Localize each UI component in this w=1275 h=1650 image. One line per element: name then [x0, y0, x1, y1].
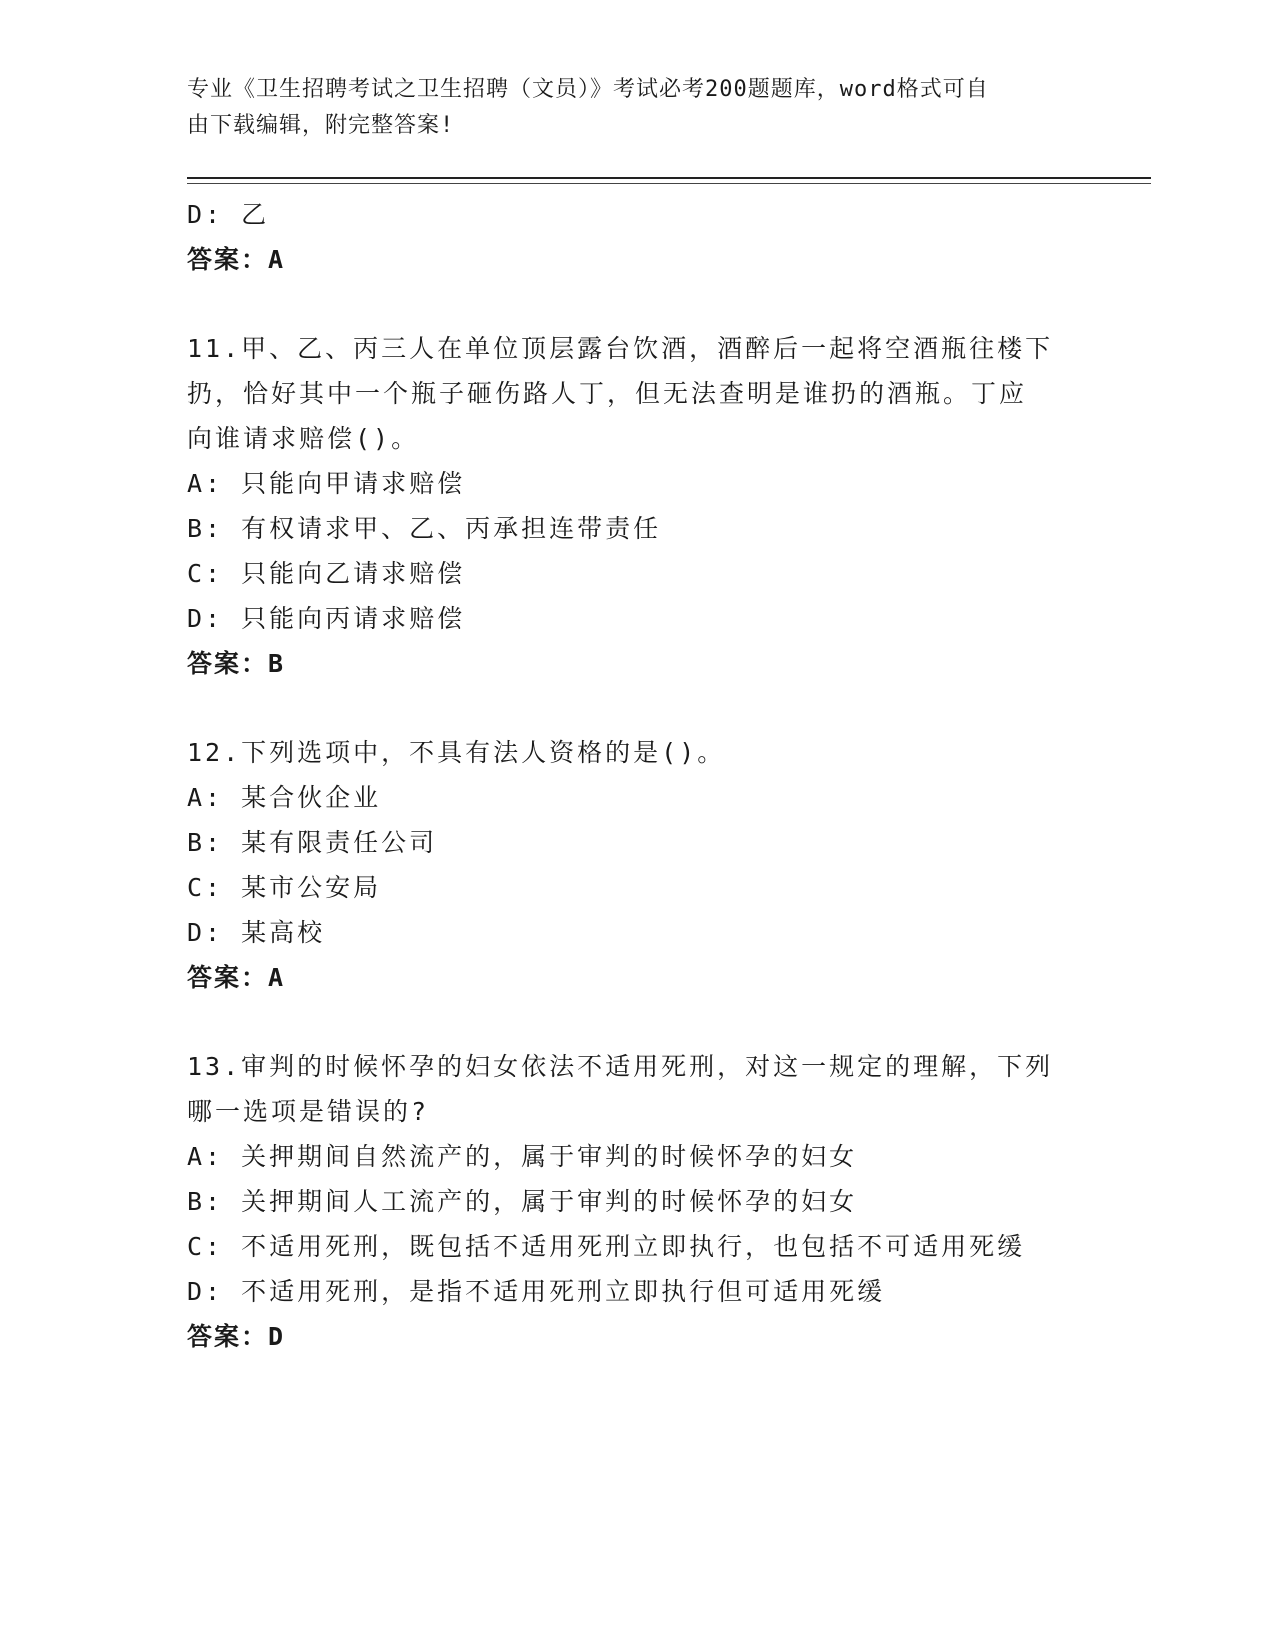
question-11-option-c: C: 只能向乙请求赔偿	[187, 559, 466, 588]
question-13-option-c: C: 不适用死刑，既包括不适用死刑立即执行，也包括不可适用死缓	[187, 1232, 1026, 1261]
document-header	[187, 72, 1067, 144]
header-line-2: 由下载编辑，附完整答案!	[187, 113, 455, 138]
question-13-stem	[187, 1044, 1087, 1134]
question-13-stem-line-2: 哪一选项是错误的?	[187, 1097, 430, 1126]
question-12	[187, 730, 1087, 1000]
question-13-answer: 答案：D	[187, 1322, 286, 1351]
question-13-option-d: D: 不适用死刑，是指不适用死刑立即执行但可适用死缓	[187, 1277, 886, 1306]
question-13	[187, 1044, 1087, 1359]
question-12-stem-line-1: 12.下列选项中，不具有法人资格的是()。	[187, 738, 726, 767]
question-11-stem	[187, 326, 1087, 461]
question-12-option-b: B: 某有限责任公司	[187, 828, 438, 857]
question-13-stem-line-1: 13.审判的时候怀孕的妇女依法不适用死刑，对这一规定的理解，下列	[187, 1052, 1054, 1081]
question-12-stem	[187, 730, 1087, 775]
question-11-option-d: D: 只能向丙请求赔偿	[187, 604, 466, 633]
spacer	[187, 282, 1087, 326]
question-list	[187, 192, 1087, 1359]
question-11-option-b: B: 有权请求甲、乙、丙承担连带责任	[187, 514, 662, 543]
spacer	[187, 1000, 1087, 1044]
header-divider-thick	[187, 177, 1151, 179]
question-12-option-a: A: 某合伙企业	[187, 783, 382, 812]
header-divider-thin	[187, 183, 1151, 184]
question-13-option-b: B: 关押期间人工流产的，属于审判的时候怀孕的妇女	[187, 1187, 858, 1216]
question-13-option-a: A: 关押期间自然流产的，属于审判的时候怀孕的妇女	[187, 1142, 858, 1171]
question-12-option-d: D: 某高校	[187, 918, 326, 947]
question-11-stem-line-1: 11.甲、乙、丙三人在单位顶层露台饮酒，酒醉后一起将空酒瓶往楼下	[187, 334, 1054, 363]
spacer	[187, 686, 1087, 730]
question-12-answer: 答案：A	[187, 963, 286, 992]
prev-answer: 答案：A	[187, 245, 286, 274]
prev-option-d: D: 乙	[187, 200, 270, 229]
header-line-1: 专业《卫生招聘考试之卫生招聘（文员）》考试必考200题题库，word格式可自	[187, 77, 989, 102]
question-11-stem-line-2: 扔，恰好其中一个瓶子砸伤路人丁，但无法查明是谁扔的酒瓶。丁应	[187, 379, 1028, 408]
question-12-option-c: C: 某市公安局	[187, 873, 382, 902]
question-11-option-a: A: 只能向甲请求赔偿	[187, 469, 466, 498]
question-11-stem-line-3: 向谁请求赔偿()。	[187, 424, 420, 453]
question-11	[187, 326, 1087, 686]
question-11-answer: 答案：B	[187, 649, 286, 678]
